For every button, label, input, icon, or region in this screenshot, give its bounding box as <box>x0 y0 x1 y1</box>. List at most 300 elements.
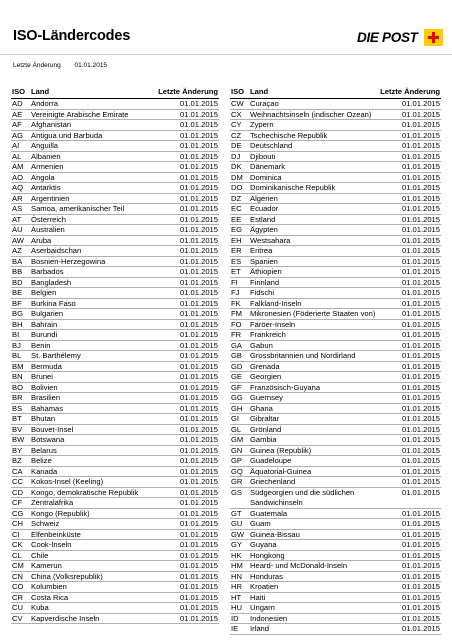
row-date: 01.01.2015 <box>401 330 440 339</box>
row-date: 01.01.2015 <box>401 288 440 297</box>
row-land: Tschechische Republik <box>250 130 328 140</box>
row-land: Djibouti <box>250 151 276 161</box>
row-iso: CH <box>12 519 23 528</box>
row-iso: GR <box>231 477 243 486</box>
table-row <box>230 383 441 394</box>
row-iso: AW <box>12 235 24 245</box>
table-row <box>11 582 219 593</box>
row-iso: ES <box>231 256 242 266</box>
row-land: Haiti <box>250 592 266 602</box>
table-row <box>230 341 441 352</box>
table-row <box>11 477 219 488</box>
row-date: 01.01.2015 <box>179 372 218 381</box>
row-date: 01.01.2015 <box>401 571 440 581</box>
table-body <box>230 99 441 635</box>
row-land: Ecuador <box>250 204 279 213</box>
row-land: Äthiopien <box>250 267 282 276</box>
row-date: 01.01.2015 <box>401 141 440 150</box>
table-row <box>230 540 441 551</box>
row-date: 01.01.2015 <box>401 298 440 308</box>
row-land: Algerien <box>250 193 278 203</box>
row-date: 01.01.2015 <box>179 235 218 245</box>
row-date: 01.01.2015 <box>179 351 218 360</box>
table-row <box>230 110 441 121</box>
table-row <box>230 236 441 247</box>
row-land: Indonesien <box>250 613 288 623</box>
post-logo <box>357 29 443 47</box>
row-date: 01.01.2015 <box>401 225 440 234</box>
row-iso: CI <box>12 529 20 539</box>
row-land: Griechenland <box>250 477 296 486</box>
row-land: Spanien <box>250 256 278 266</box>
row-land: Ägypten <box>250 225 278 234</box>
row-land: Dominikanische Republik <box>250 183 336 192</box>
row-land: Kroatien <box>250 582 279 591</box>
row-iso: BV <box>12 424 23 434</box>
table-row <box>230 624 441 635</box>
row-iso: EG <box>231 225 242 234</box>
row-land: Südgeorgien und die südlichen Sandwichinseln <box>250 487 355 507</box>
row-date: 01.01.2015 <box>179 267 218 276</box>
table-row <box>230 393 441 404</box>
row-iso: AD <box>12 99 23 108</box>
row-iso: AG <box>12 130 23 140</box>
row-land: Französisch-Guyana <box>250 382 321 392</box>
row-date: 01.01.2015 <box>179 256 218 266</box>
table-row <box>11 372 219 383</box>
table-row <box>11 488 219 499</box>
table-row <box>11 467 219 478</box>
table-row <box>230 131 441 142</box>
row-date: 01.01.2015 <box>179 603 218 612</box>
row-land: Grönland <box>250 424 282 434</box>
row-date: 01.01.2015 <box>401 382 440 392</box>
row-iso: GE <box>231 372 242 381</box>
row-date: 01.01.2015 <box>401 277 440 287</box>
table-row <box>230 530 441 541</box>
row-land: Curaçao <box>250 99 279 108</box>
table-row <box>11 141 219 152</box>
row-land: Guadeloupe <box>250 456 292 465</box>
row-iso: GY <box>231 540 242 549</box>
row-land: Weihnachtsinseln (indischer Ozean) <box>250 109 372 119</box>
row-iso: FI <box>231 277 238 287</box>
row-iso: HU <box>231 603 242 612</box>
row-iso: GD <box>231 361 243 371</box>
row-iso: CK <box>12 540 23 549</box>
row-land: Schweiz <box>31 519 60 528</box>
table-row <box>230 477 441 488</box>
row-land: Costa Rica <box>31 592 69 602</box>
row-iso: HR <box>231 582 242 591</box>
row-iso: BA <box>12 256 23 266</box>
row-date: 01.01.2015 <box>401 267 440 276</box>
row-iso: GL <box>231 424 242 434</box>
row-date: 01.01.2015 <box>179 246 218 255</box>
row-date: 01.01.2015 <box>401 109 440 119</box>
row-land: Honduras <box>250 571 283 581</box>
row-iso: BH <box>12 319 23 329</box>
header-land: Land <box>31 87 50 96</box>
row-iso: BN <box>12 372 23 381</box>
row-date: 01.01.2015 <box>179 529 218 539</box>
row-iso: BG <box>12 309 23 318</box>
row-date: 01.01.2015 <box>401 309 440 318</box>
table-row <box>11 215 219 226</box>
table-row <box>11 351 219 362</box>
row-land: Samoa, amerikanischer Teil <box>31 204 125 213</box>
row-land: Georgien <box>250 372 282 381</box>
table-row <box>230 309 441 320</box>
row-iso: AS <box>12 204 23 213</box>
table-row <box>11 330 219 341</box>
header-land: Land <box>250 87 269 96</box>
row-land: Fidschi <box>250 288 275 297</box>
table-header <box>11 86 219 99</box>
row-iso: CV <box>12 613 23 623</box>
row-date: 01.01.2015 <box>179 477 218 486</box>
row-land: Heard- und McDonald-Inseln <box>250 561 348 570</box>
row-land: Australien <box>31 225 65 234</box>
row-land: Andorra <box>31 99 59 108</box>
row-date: 01.01.2015 <box>401 319 440 329</box>
row-iso: CD <box>12 487 23 497</box>
row-land: Guam <box>250 519 271 528</box>
table-row <box>11 236 219 247</box>
row-date: 01.01.2015 <box>179 435 218 444</box>
row-iso: BD <box>12 277 23 287</box>
header-iso: ISO <box>12 87 26 96</box>
row-iso: CR <box>12 592 23 602</box>
table-row <box>11 183 219 194</box>
swiss-cross-icon <box>424 29 443 46</box>
row-iso: EC <box>231 204 242 213</box>
row-land: Belize <box>31 456 52 465</box>
row-date: 01.01.2015 <box>179 550 218 560</box>
row-land: Belgien <box>31 288 57 297</box>
row-land: Irland <box>250 624 269 633</box>
row-iso: DZ <box>231 193 242 203</box>
row-land: Guinea-Bissau <box>250 529 300 539</box>
row-date: 01.01.2015 <box>401 477 440 486</box>
table-header <box>230 86 441 99</box>
row-iso: ET <box>231 267 241 276</box>
row-iso: DE <box>231 141 242 150</box>
row-date: 01.01.2015 <box>401 120 440 129</box>
row-land: Burkina Faso <box>31 298 76 308</box>
row-land: Antarktis <box>31 183 61 192</box>
logo-text: DIE POST <box>357 30 418 45</box>
header-divider <box>0 54 452 55</box>
table-row <box>11 393 219 404</box>
row-date: 01.01.2015 <box>179 424 218 434</box>
row-land: Vereinigte Arabische Emirate <box>31 109 129 119</box>
row-date: 01.01.2015 <box>179 571 218 581</box>
row-date: 01.01.2015 <box>401 456 440 465</box>
row-iso: FM <box>231 309 242 318</box>
table-row <box>230 267 441 278</box>
row-land: China (Volksrepublik) <box>31 571 103 581</box>
row-land: Aserbaidschan <box>31 246 82 255</box>
table-row <box>230 120 441 131</box>
row-iso: DJ <box>231 151 241 161</box>
row-date: 01.01.2015 <box>401 519 440 528</box>
row-iso: GH <box>231 403 243 413</box>
table-row <box>11 551 219 562</box>
row-land: Dominica <box>250 172 282 182</box>
row-iso: AT <box>12 214 22 224</box>
row-land: Finnland <box>250 277 280 287</box>
row-iso: BE <box>12 288 23 297</box>
row-land: Bermuda <box>31 361 62 371</box>
row-date: 01.01.2015 <box>179 382 218 392</box>
table-row <box>230 204 441 215</box>
row-iso: CO <box>12 582 24 591</box>
row-iso: CN <box>12 571 23 581</box>
table-row <box>11 162 219 173</box>
document-meta <box>13 62 107 69</box>
row-date: 01.01.2015 <box>179 309 218 318</box>
row-date: 01.01.2015 <box>401 424 440 434</box>
row-land: Kongo, demokratische Republik <box>31 487 139 497</box>
row-land: Färöer-Inseln <box>250 319 296 329</box>
row-land: Deutschland <box>250 141 293 150</box>
row-date: 01.01.2015 <box>401 624 440 633</box>
row-land: Bulgarien <box>31 309 64 318</box>
table-row <box>11 603 219 614</box>
meta-value: 01.01.2015 <box>74 62 108 69</box>
row-date: 01.01.2015 <box>401 393 440 402</box>
table-row <box>230 551 441 562</box>
table-row <box>11 309 219 320</box>
row-date: 01.01.2015 <box>179 414 218 423</box>
row-iso: GF <box>231 382 242 392</box>
row-land: Frankreich <box>250 330 286 339</box>
table-row <box>230 99 441 110</box>
table-row <box>230 488 441 509</box>
table-row <box>230 593 441 604</box>
row-date: 01.01.2015 <box>401 445 440 455</box>
table-row <box>11 257 219 268</box>
table-row <box>230 152 441 163</box>
row-date: 01.01.2015 <box>401 487 440 497</box>
row-iso: CG <box>12 508 24 518</box>
row-iso: BZ <box>12 456 22 465</box>
row-date: 01.01.2015 <box>179 172 218 182</box>
row-date: 01.01.2015 <box>401 162 440 171</box>
row-date: 01.01.2015 <box>179 288 218 297</box>
row-date: 01.01.2015 <box>179 162 218 171</box>
row-date: 01.01.2015 <box>401 235 440 245</box>
table-row <box>11 572 219 583</box>
row-land: Grenada <box>250 361 280 371</box>
page-header <box>0 0 452 53</box>
row-land: Belarus <box>31 445 57 455</box>
row-land: Hongkong <box>250 550 285 560</box>
row-date: 01.01.2015 <box>401 529 440 539</box>
row-date: 01.01.2015 <box>401 613 440 623</box>
header-date: Letzte Änderung <box>158 87 218 96</box>
table-row <box>11 299 219 310</box>
row-iso: FO <box>231 319 242 329</box>
row-iso: EH <box>231 235 242 245</box>
row-date: 01.01.2015 <box>179 561 218 570</box>
row-iso: HM <box>231 561 243 570</box>
row-land: Eritrea <box>250 246 273 255</box>
table-row <box>230 572 441 583</box>
row-iso: BT <box>12 414 22 423</box>
row-iso: AO <box>12 172 23 182</box>
row-iso: FK <box>231 298 241 308</box>
row-iso: IE <box>231 624 239 633</box>
row-iso: GN <box>231 445 243 455</box>
row-land: Botswana <box>31 435 65 444</box>
row-land: Kapverdische Inseln <box>31 613 100 623</box>
table-row <box>11 320 219 331</box>
row-iso: AU <box>12 225 23 234</box>
row-date: 01.01.2015 <box>401 351 440 360</box>
row-date: 01.01.2015 <box>179 498 218 507</box>
row-iso: BR <box>12 393 23 402</box>
row-iso: AM <box>12 162 24 171</box>
row-land: Westsahara <box>250 235 291 245</box>
row-date: 01.01.2015 <box>179 298 218 308</box>
row-land: Gambia <box>250 435 277 444</box>
table-row <box>230 435 441 446</box>
row-iso: FR <box>231 330 242 339</box>
table-row <box>11 194 219 205</box>
row-date: 01.01.2015 <box>179 319 218 329</box>
row-iso: GW <box>231 529 245 539</box>
row-land: Bahrain <box>31 319 58 329</box>
row-date: 01.01.2015 <box>179 340 218 350</box>
row-date: 01.01.2015 <box>179 519 218 528</box>
row-iso: CC <box>12 477 23 486</box>
table-row <box>230 509 441 520</box>
row-land: Cook-Inseln <box>31 540 72 549</box>
row-date: 01.01.2015 <box>401 130 440 140</box>
row-land: Guernsey <box>250 393 283 402</box>
table-row <box>11 288 219 299</box>
table-row <box>11 456 219 467</box>
row-land: Aruba <box>31 235 52 245</box>
table-row <box>230 299 441 310</box>
row-date: 01.01.2015 <box>401 372 440 381</box>
row-iso: CL <box>12 550 22 560</box>
row-iso: AQ <box>12 183 23 192</box>
row-iso: BF <box>12 298 22 308</box>
row-date: 01.01.2015 <box>401 403 440 413</box>
meta-label: Letzte Änderung <box>13 62 61 69</box>
row-iso: FJ <box>231 288 240 297</box>
row-date: 01.01.2015 <box>401 603 440 612</box>
table-row <box>230 194 441 205</box>
row-land: Afghanistan <box>31 120 72 129</box>
row-iso: AR <box>12 193 23 203</box>
row-date: 01.01.2015 <box>401 466 440 476</box>
row-land: Dänemark <box>250 162 286 171</box>
row-iso: DM <box>231 172 243 182</box>
table-row <box>11 341 219 352</box>
row-land: Gibraltar <box>250 414 280 423</box>
row-date: 01.01.2015 <box>179 466 218 476</box>
row-land: Bouvet-Insel <box>31 424 74 434</box>
row-land: Antigua und Barbuda <box>31 130 103 140</box>
table-row <box>230 320 441 331</box>
table-row <box>230 614 441 625</box>
row-date: 01.01.2015 <box>179 540 218 549</box>
row-date: 01.01.2015 <box>179 393 218 402</box>
table-row <box>11 404 219 415</box>
table-row <box>11 614 219 625</box>
table-row <box>230 467 441 478</box>
row-date: 01.01.2015 <box>179 151 218 161</box>
row-land: Argentinien <box>31 193 70 203</box>
row-date: 01.01.2015 <box>179 487 218 497</box>
row-date: 01.01.2015 <box>401 214 440 224</box>
row-iso: ER <box>231 246 242 255</box>
row-date: 01.01.2015 <box>179 183 218 192</box>
row-date: 01.01.2015 <box>401 99 440 108</box>
table-row <box>230 582 441 593</box>
row-land: Barbados <box>31 267 64 276</box>
row-land: Kamerun <box>31 561 62 570</box>
row-land: Guinea (Republik) <box>250 445 312 455</box>
row-iso: GM <box>231 435 244 444</box>
row-date: 01.01.2015 <box>401 508 440 518</box>
row-iso: ID <box>231 613 239 623</box>
row-date: 01.01.2015 <box>401 193 440 203</box>
row-land: Guatemala <box>250 508 288 518</box>
row-iso: HK <box>231 550 242 560</box>
row-land: Kolumbien <box>31 582 67 591</box>
row-iso: BY <box>12 445 23 455</box>
row-land: Zentralafrika <box>31 498 74 507</box>
row-date: 01.01.2015 <box>401 414 440 423</box>
row-date: 01.01.2015 <box>401 540 440 549</box>
table-row <box>230 414 441 425</box>
table-row <box>11 152 219 163</box>
table-row <box>11 131 219 142</box>
row-land: Brunei <box>31 372 53 381</box>
table-right <box>230 86 441 635</box>
row-land: Brasilien <box>31 393 61 402</box>
row-iso: CX <box>231 109 242 119</box>
table-body <box>11 99 219 624</box>
row-land: Elfenbeinküste <box>31 529 81 539</box>
table-row <box>11 540 219 551</box>
table-row <box>230 404 441 415</box>
row-iso: GT <box>231 508 242 518</box>
table-row <box>230 372 441 383</box>
row-land: Ungarn <box>250 603 275 612</box>
table-row <box>11 267 219 278</box>
row-date: 01.01.2015 <box>179 592 218 602</box>
table-row <box>230 288 441 299</box>
row-date: 01.01.2015 <box>401 435 440 444</box>
row-date: 01.01.2015 <box>179 130 218 140</box>
row-land: Österreich <box>31 214 67 224</box>
row-land: Guyana <box>250 540 277 549</box>
table-row <box>11 173 219 184</box>
row-iso: AL <box>12 151 22 161</box>
row-date: 01.01.2015 <box>401 340 440 350</box>
row-date: 01.01.2015 <box>179 613 218 623</box>
row-iso: AE <box>12 109 23 119</box>
row-iso: BB <box>12 267 23 276</box>
row-date: 01.01.2015 <box>401 151 440 161</box>
row-iso: HN <box>231 571 242 581</box>
